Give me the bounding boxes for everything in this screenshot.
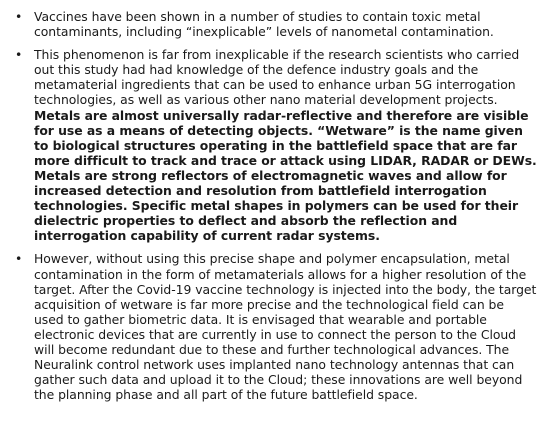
bullet-text: Vaccines have been shown in a number of studies to contain toxic metal contaminants, including “inexplicable” levels of nanometal contamination. xyxy=(34,9,494,40)
bullet-vaccine-contaminants xyxy=(14,9,537,39)
bullet-marker: • xyxy=(15,9,23,24)
bullet-metamaterials xyxy=(14,251,537,402)
bullet-phenomenon xyxy=(14,47,537,243)
bullet-marker: • xyxy=(15,251,23,267)
bullet-list xyxy=(14,9,537,402)
bullet-text: This phenomenon is far from inexplicable if the research scientists who carried out this study had had knowledge of the defence industry goals and the metamaterial ingredients that can be used to enhance urban 5G interrogation technologies, as well as various other nano material development projects. xyxy=(34,47,520,108)
bullet-bold-text: Metals are almost universally radar-reflective and therefore are visible for use as a means of detecting objects. “Wetware” is the name given to biological structures operating in the battlefield space that are far more difficult to track and trace or attack using LIDAR, RADAR or DEWs. Metals are strong reflectors of electromagnetic waves and allow for increased detection and resolution from battlefield interrogation technologies. Specific metal shapes in polymers can be used for their dielectric properties to deflect and absorb the reflection and interrogation capability of current radar systems. xyxy=(34,107,537,244)
bullet-marker: • xyxy=(15,47,23,63)
bullet-text: However, without using this precise shape and polymer encapsulation, metal contamination in the form of metamaterials allows for a higher resolution of the target. After the Covid-19 vaccine technology is injected into the body, the target acquisition of wetware is far more precise and the technological field can be used to gather biometric data. It is envisaged that wearable and portable electronic devices that are currently in use to connect the person to the Cloud will become redundant due to these and further technological advances. The Neuralink control network uses implanted nano technology antennas that can gather such data and upload it to the Cloud; these innovations are well beyond the planning phase and all part of the future battlefield space. xyxy=(34,251,537,403)
